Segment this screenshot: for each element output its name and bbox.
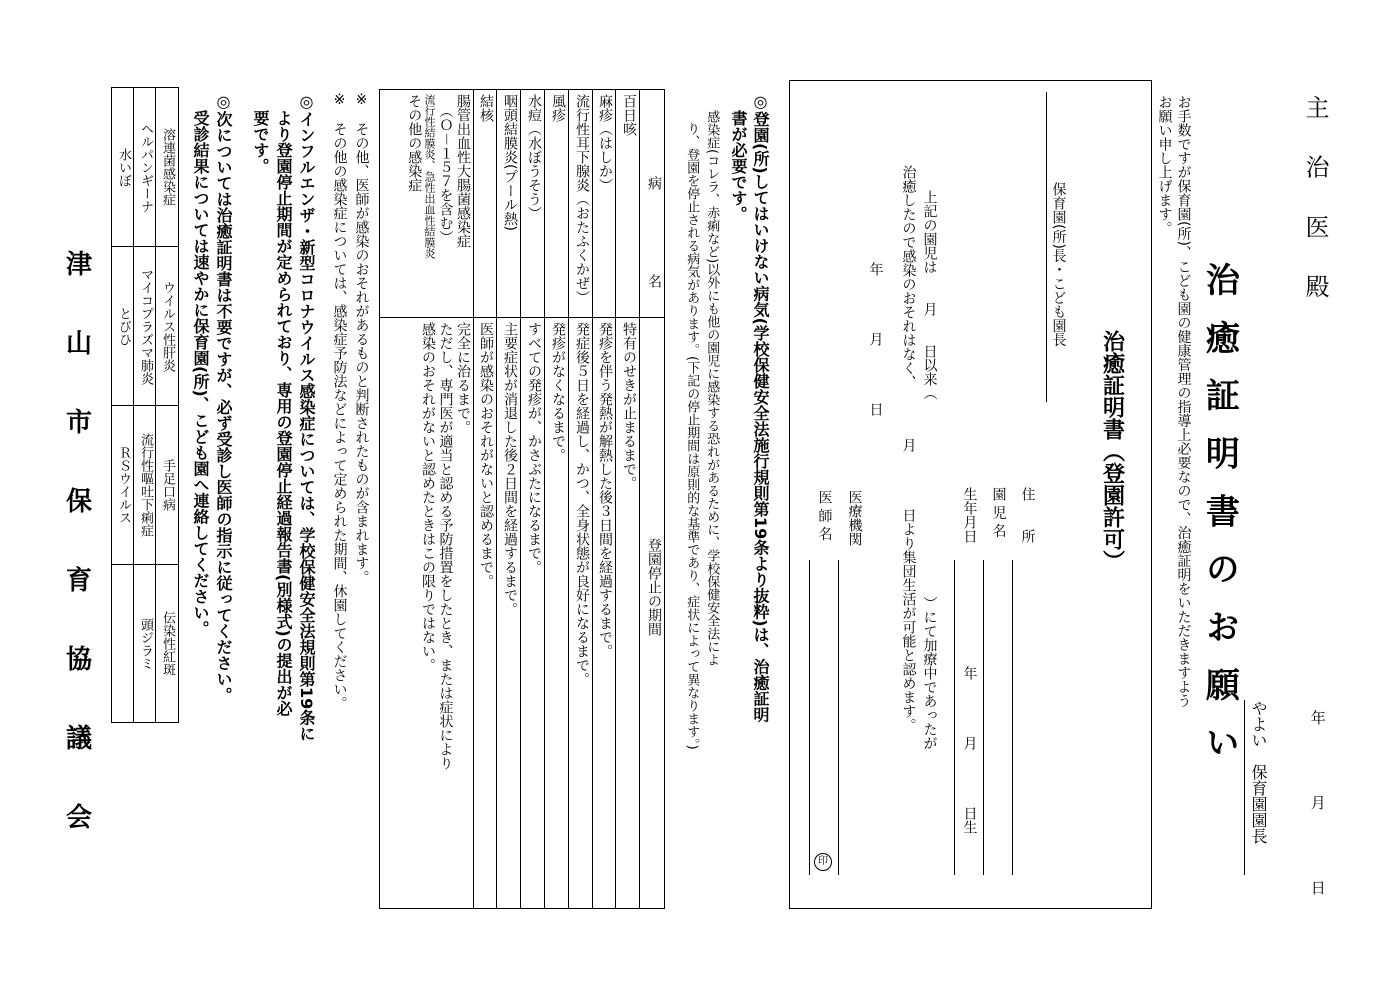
- certificate-title: 治癒証明書（登園許可）: [1099, 330, 1125, 572]
- certificate-date: 年 月 日: [867, 262, 884, 416]
- table-row: [615, 90, 639, 908]
- disease-name: 風疹: [545, 90, 568, 318]
- sender: やよい 保育園園長: [1249, 700, 1268, 844]
- illness-column: [155, 88, 178, 722]
- request-line-2: お願い申し上げます。: [1156, 95, 1173, 235]
- disease-period-multi: [380, 318, 473, 908]
- main-title: 治 癒 証 明 書 の お 願 い: [1199, 262, 1240, 765]
- address-line: [1012, 560, 1013, 875]
- disease-period: 特有のせきが止まるまで。: [621, 322, 637, 490]
- notice1-line1-text: ◎登園(所)してはいけない病気(学校保健安全法施行規則第19条より抜粋)は、治癒証明: [751, 92, 770, 723]
- illness-cell: 水いぼ: [112, 88, 134, 247]
- disease-period: 医師が感染のおそれがないと認めるまで。: [478, 322, 494, 588]
- doctor-line: [809, 560, 810, 875]
- doctor-label: 医 師 名: [816, 490, 833, 541]
- disease-name: 咽頭結膜炎(プール熱): [497, 90, 520, 318]
- disease-period: 発症後５日を経過し、かつ、全身状態が良好になるまで。: [574, 322, 590, 686]
- notice2-line2: より登園停止期間が定められており、専用の登園停止経過報告書(別様式)の提出が必: [274, 110, 293, 717]
- disease-name: 結核: [474, 90, 496, 318]
- birth-label: 生年月日: [961, 487, 978, 543]
- disease-period: 完全に治るまで。: [455, 322, 471, 434]
- certificate-recipient: 保育園(所)長・こども園長: [1050, 182, 1067, 347]
- disease-period: 発疹を伴う発熱が解熱した後３日間を経過するまで。: [597, 322, 613, 658]
- illness-cell: とびひ: [112, 247, 134, 406]
- institution-line: [838, 560, 839, 875]
- child-name-label: 園 児 名: [990, 487, 1007, 538]
- illness-cell: 頭ジラミ: [138, 617, 153, 670]
- table-header-period: 登園停止の期間: [646, 538, 662, 636]
- header-date: 年 月 日: [1308, 710, 1327, 897]
- notice1-line1: [750, 92, 770, 723]
- notice3-line1: ◎次については治癒証明書は不要ですが、必ず受診し医師の指示に従ってください。: [214, 92, 233, 703]
- illness-cell: ＲＳウイルス: [112, 406, 134, 565]
- sender-underline: [1244, 700, 1245, 875]
- notice3-line2: 受診結果については速やかに保育園(所)、こども園へ連絡してください。: [191, 110, 210, 637]
- table-row: [544, 90, 568, 908]
- institution-label: 医療機関: [846, 490, 863, 546]
- disease-period: ただし、専門医が適当と認める予防措置をしたとき、または症状により: [437, 322, 454, 770]
- disease-name-multi: [380, 90, 473, 318]
- illness-cell: ヘルパンギーナ: [134, 88, 156, 247]
- disease-period: 発疹がなくなるまで。: [550, 322, 566, 462]
- birth-value: 年 月 日生: [961, 666, 978, 834]
- request-line-1: お手数ですが保育園(所)、こども園の健康管理の指導上必要なので、治癒証明をいただきますよう: [1175, 95, 1192, 708]
- disease-name: 腸管出血性大腸菌感染症: [455, 94, 471, 248]
- disease-name-sub: （Ｏ－１５７を含む）: [437, 104, 454, 244]
- addressee: 主 治 医 殿: [1301, 95, 1329, 312]
- table-row: [592, 90, 615, 908]
- disease-name: 流行性結膜炎、急性出血性結膜炎: [423, 94, 436, 259]
- notice1-note1: 感染症(コレラ、赤痢など)以外にも他の園児に感染する恐れがあるために、学校保健安全法によ: [704, 110, 720, 667]
- note-1: ※ その他、医師が感染のおそれがあるものと判断されたものが含まれます。: [353, 92, 370, 584]
- table-row: [568, 90, 592, 908]
- notice2-line1: ◎インフルエンザ・新型コロナウイルス感染症については、学校保健安全法規則第19条に: [297, 92, 316, 742]
- recipient-underline: [1046, 92, 1047, 402]
- disease-period: 主要症状が消退した後２日間を経過するまで。: [502, 322, 518, 616]
- table-row: [496, 90, 520, 908]
- illness-cell: [112, 565, 134, 722]
- organization-name: 津 山 市 保 育 協 議 会: [61, 250, 92, 852]
- certificate-body-2: 治癒したので感染のおそれはなく、 月 日より集団生活が可能と認めます。: [900, 165, 917, 732]
- disease-name: 水痘（水ぼうそう）: [521, 90, 544, 318]
- disease-period: すべての発疹が、かさぶたになるまで。: [526, 322, 542, 574]
- note-2: ※ その他の感染症については、感染症予防法などによって定められた期間、休園してください。: [331, 92, 348, 710]
- illness-cell: マイコプラズマ肺炎: [134, 247, 156, 406]
- disease-table: [379, 89, 665, 909]
- seal-text: 印: [818, 856, 828, 867]
- illness-cell: 手足口病: [156, 406, 178, 565]
- birth-line: [954, 560, 955, 875]
- table-row: [473, 90, 496, 908]
- illness-column: [112, 88, 134, 722]
- disease-name: 麻疹（はしか）: [593, 90, 615, 318]
- child-name-line: [983, 560, 984, 875]
- seal-mark: [814, 853, 832, 871]
- table-row: [379, 90, 473, 908]
- illness-column: [133, 88, 156, 722]
- notice2-line3: 要です。: [251, 110, 270, 174]
- illness-cell: ウイルス性肝炎: [156, 247, 178, 406]
- certificate-body-1: 上記の園児は 月 日以来（ ）にて加療中であったが: [921, 190, 938, 750]
- notice1-note2: り、登園を停止される病気があります。(下記の停止期間は原則的な基準であり、症状によって異なります。): [684, 122, 700, 750]
- disease-name: 流行性耳下腺炎（おたふくかぜ）: [569, 90, 592, 318]
- disease-name: その他の感染症: [406, 94, 423, 192]
- notice1-line2: 書が必要です。: [729, 110, 748, 222]
- table-header-row: [639, 90, 664, 908]
- disease-period: 感染のおそれがないと認めたときはこの限りではない。: [420, 322, 436, 672]
- illness-cell: 伝染性紅斑: [160, 611, 175, 676]
- illness-grid: [111, 87, 179, 723]
- illness-cell: 流行性嘔吐下痢症: [134, 406, 156, 565]
- table-row: [520, 90, 544, 908]
- address-label: 住 所: [1019, 487, 1036, 543]
- illness-cell: 溶連菌感染症: [156, 88, 178, 247]
- table-header-name: 病 名: [640, 90, 664, 318]
- disease-name: 百日咳: [616, 90, 639, 318]
